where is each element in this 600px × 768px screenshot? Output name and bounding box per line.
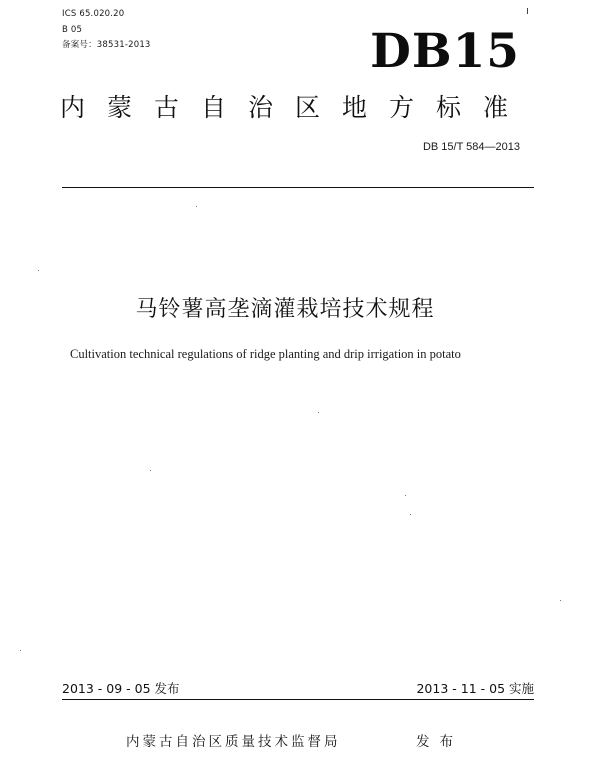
document-title-chinese: 马铃薯高垄滴灌栽培技术规程 bbox=[135, 297, 435, 322]
standard-type-heading: 内蒙古自治区地方标准 bbox=[60, 93, 531, 122]
standard-number: DB 15/T 584—2013 bbox=[422, 141, 520, 153]
issuing-authority: 内蒙古自治区质量技术监督局 bbox=[126, 734, 341, 750]
ics-code: ICS 65.020.20 bbox=[62, 9, 125, 19]
scan-speck bbox=[150, 470, 151, 471]
scan-speck bbox=[410, 514, 411, 515]
header-divider bbox=[62, 187, 534, 188]
classification-code: B 05 bbox=[62, 25, 83, 35]
scan-speck bbox=[38, 270, 39, 271]
scan-speck bbox=[318, 412, 319, 413]
scan-mark bbox=[527, 8, 528, 14]
record-number: 备案号：38531-2013 bbox=[62, 40, 151, 50]
issue-label: 发布 bbox=[416, 734, 463, 750]
scan-speck bbox=[405, 495, 406, 496]
document-title-english: Cultivation technical regulations of ridge planting and drip irrigation in potato bbox=[70, 347, 461, 361]
scan-speck bbox=[196, 206, 197, 207]
footer-divider bbox=[62, 699, 534, 700]
scan-speck bbox=[20, 650, 21, 651]
publish-date: 2013 - 09 - 05 发布 bbox=[62, 681, 180, 696]
scan-speck bbox=[560, 600, 561, 601]
db-logo: DB15 bbox=[370, 24, 520, 79]
implementation-date: 2013 - 11 - 05 实施 bbox=[416, 681, 534, 696]
